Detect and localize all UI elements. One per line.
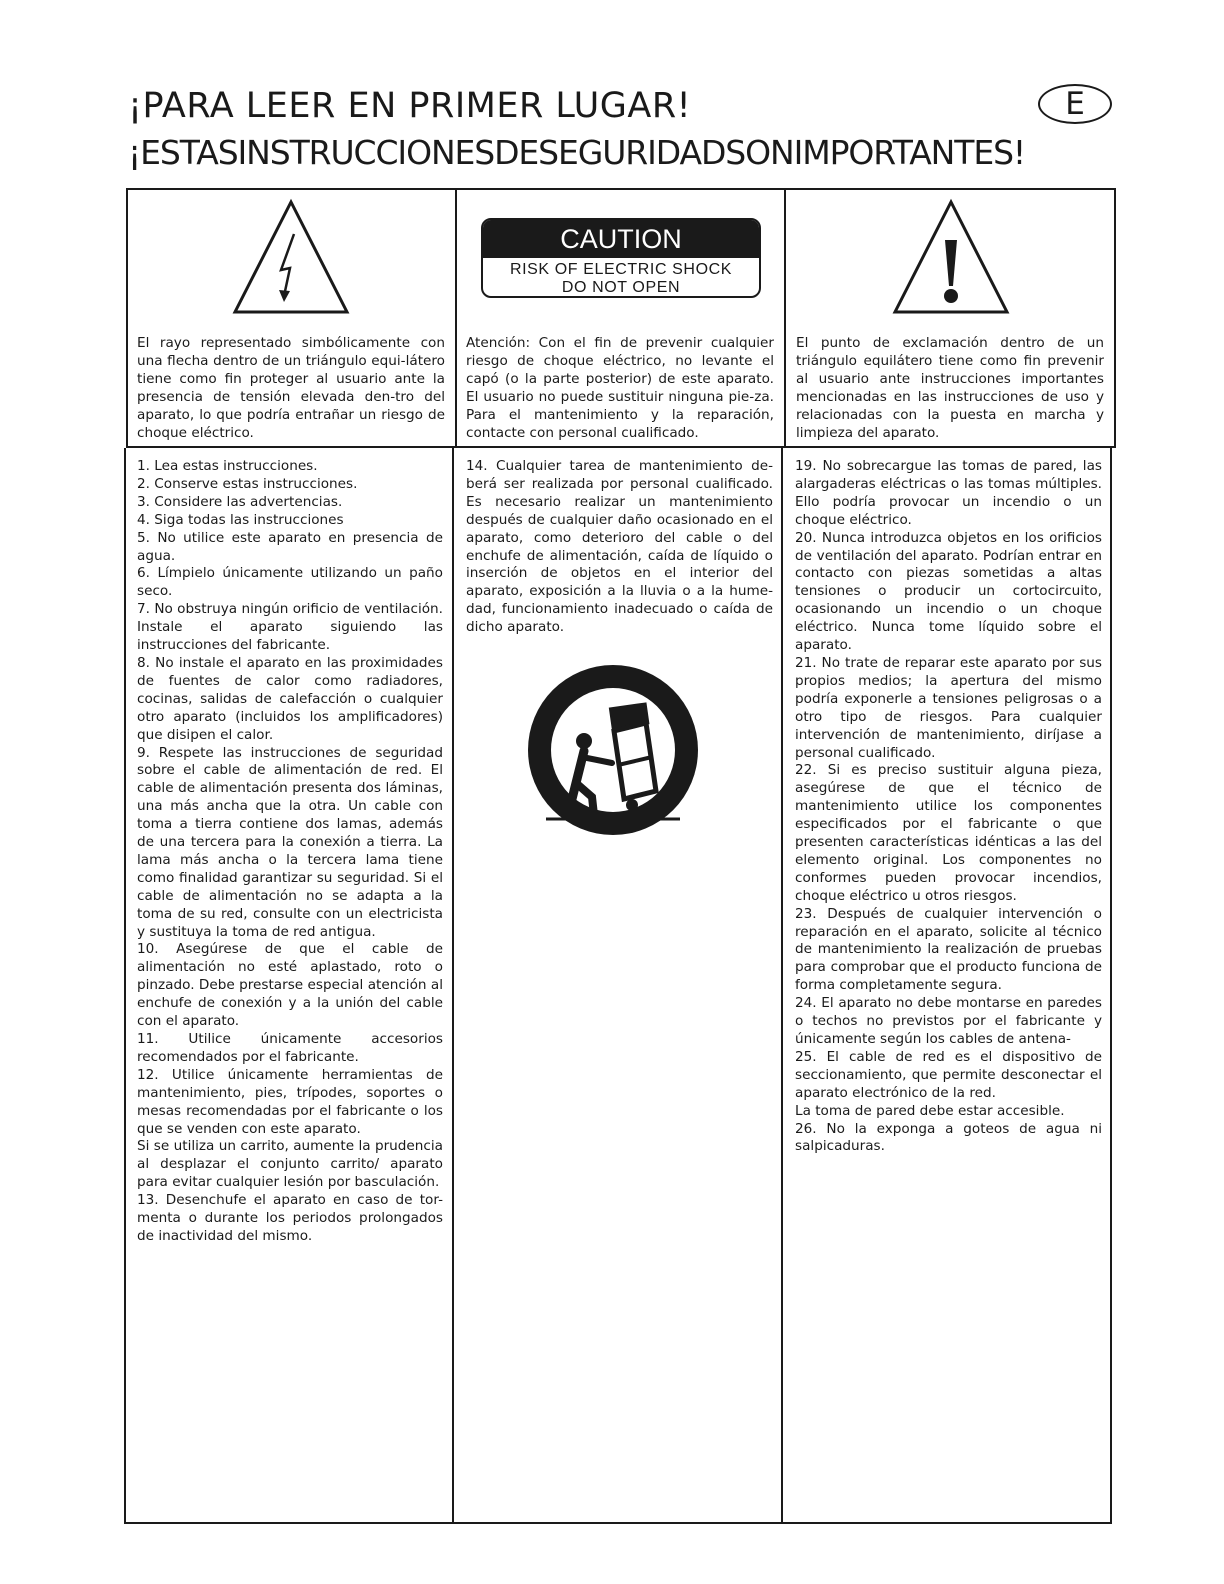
list-item: 25. El cable de red es el dispositivo de seccionamiento, que permite desconectar el aparato electrónico de la red. [795,1048,1102,1101]
lightning-symbol-description: El rayo representado simbólicamente con una flecha dentro de un triángulo equi-látero tiene como fin proteger al usuario ante la presencia de tensión elevada den-tro del aparato, lo que podría entrañar un riesgo de choque eléctrico. [137,335,445,441]
list-item: Si se utiliza un carrito, aumente la prudencia al desplazar el conjunto carrito/ aparato para evitar cualquier lesión por basculación. [137,1138,443,1191]
list-item: 13. Desenchufe el aparato en caso de tor-menta o durante los periodos prolongados de inactividad del mismo. [137,1192,443,1244]
list-item: 2. Conserve estas instrucciones. [137,475,358,492]
page-subtitle: ¡ESTASINSTRUCCIONESDESEGURIDADSONIMPORTANTES! [128,133,1026,172]
list-item: 3. Considere las advertencias. [137,493,343,510]
column-divider [781,448,783,1524]
list-item: 12. Utilice únicamente herramientas de mantenimiento, pies, trípodes, soportes o mesas recomendadas por el fabricante o los que se venden con este aparato. [137,1066,443,1137]
lightning-warning-triangle-icon [232,198,350,316]
column-divider [455,188,457,448]
page-title: ¡PARA LEER EN PRIMER LUGAR! [128,86,692,126]
list-item: 20. Nunca introduzca objetos en los orificios de ventilación del aparato. Podrían entrar en contacto con piezas sometidas a altas tensiones o producir un cortocircuito, ocasionando un incendio o un choque eléctrico. Nunca tome líquido sobre el aparato. [795,529,1102,654]
column-divider [452,448,454,1524]
list-item: 1. Lea estas instrucciones. [137,458,318,474]
instructions-column-1 [137,458,443,1246]
list-item: 9. Respete las instrucciones de seguridad sobre el cable de alimentación de red. El cable de alimentación presenta dos láminas, una más ancha que la otra. Un cable con toma a tierra contiene dos lamas, además de una tercera para la conexión a tierra. La lama más ancha o la tercera lama tiene como finalidad garantizar su seguridad. Si el cable de alimentación no se adapta a la toma de su red, consulte con un electricista y sustituya la toma de red antigua. [137,744,443,940]
instructions-column-2 [466,458,773,637]
list-item: 6. Límpielo únicamente utilizando un paño seco. [137,565,443,600]
list-item: 23. Después de cualquier intervención o reparación en el aparato, solicite al técnico de mantenimiento la realización de pruebas para comprobar que el producto funciona de forma completamente segura. [795,905,1102,994]
list-item: 21. No trate de reparar este aparato por sus propios medios; la apertura del mismo podría exponerle a tensiones peligrosas o a otro tipo de riesgos. Para cualquier intervención de mantenimiento, diríjase a personal cualificado. [795,654,1102,761]
list-item: 26. No la exponga a goteos de agua ni salpicaduras. [795,1120,1102,1155]
list-item: 7. No obstruya ningún orificio de ventilación. Instale el aparato siguiendo las instrucciones del fabricante. [137,601,443,654]
list-item: 5. No utilice este aparato en presencia de agua. [137,529,443,564]
instructions-column-3 [795,458,1102,1156]
list-item: 8. No instale el aparato en las proximidades de fuentes de calor como radiadores, cocinas, salidas de calefacción o cualquier otro aparato (incluidos los amplificadores) que disipen el calor. [137,654,443,743]
list-item: La toma de pared debe estar accesible. [795,1102,1065,1119]
list-item: 4. Siga todas las instrucciones [137,511,344,528]
no-cart-tip-over-icon [528,665,698,835]
exclamation-symbol-description: El punto de exclamación dentro de un triángulo equilátero tiene como fin prevenir al usuario ante instrucciones importantes mencionadas en las instrucciones de uso y relacionadas con la puesta en marcha y limpieza del aparato. [796,335,1104,441]
exclamation-warning-triangle-icon [892,198,1010,316]
caution-sign [481,218,761,298]
caution-line1: RISK OF ELECTRIC SHOCK [509,261,733,278]
list-item: 24. El aparato no debe montarse en paredes o techos no previstos por el fabricante y únicamente según los cables de antena- [795,995,1102,1047]
list-item: 10. Asegúrese de que el cable de alimentación no esté aplastado, roto o pinzado. Debe prestarse especial atención al enchufe de conexión y a la unión del cable con el aparato. [137,941,443,1030]
column-divider [784,188,786,448]
list-item: 14. Cualquier tarea de mantenimiento de-berá ser realizada por personal cualificado. Es necesario realizar un mantenimiento después de cualquier daño ocasionado en el aparato, como deterioro del cable o del enchufe de alimentación, caída de líquido o inserción de objetos en el interior del aparato, exposición a la lluvia o a la hume-dad, funcionamiento inadecuado o caída de dicho aparato. [466,458,773,636]
list-item: 22. Si es preciso sustituir alguna pieza, asegúrese de que el técnico de mantenimiento utilice los componentes especificados por el fabricante o que presenten características idénticas a las del elemento original. Los componentes no conformes pueden provocar incendios, choque eléctrico u otros riesgos. [795,762,1102,904]
list-item: 19. No sobrecargue las tomas de pared, las alargaderas eléctricas o las tomas múltiples. Ello podría provocar un incendio o un choque eléctrico. [795,458,1102,528]
caution-line2: DO NOT OPEN [561,279,681,296]
list-item: 11. Utilice únicamente accesorios recomendados por el fabricante. [137,1031,443,1065]
language-badge: E [1038,84,1112,124]
caution-title: CAUTION [483,220,759,258]
caution-description: Atención: Con el fin de prevenir cualquier riesgo de choque eléctrico, no levante el capó (o la parte posterior) de este aparato. El usuario no puede sustituir ninguna pie-za. Para el mantenimiento y la reparación, contacte con personal cualificado. [466,335,774,441]
